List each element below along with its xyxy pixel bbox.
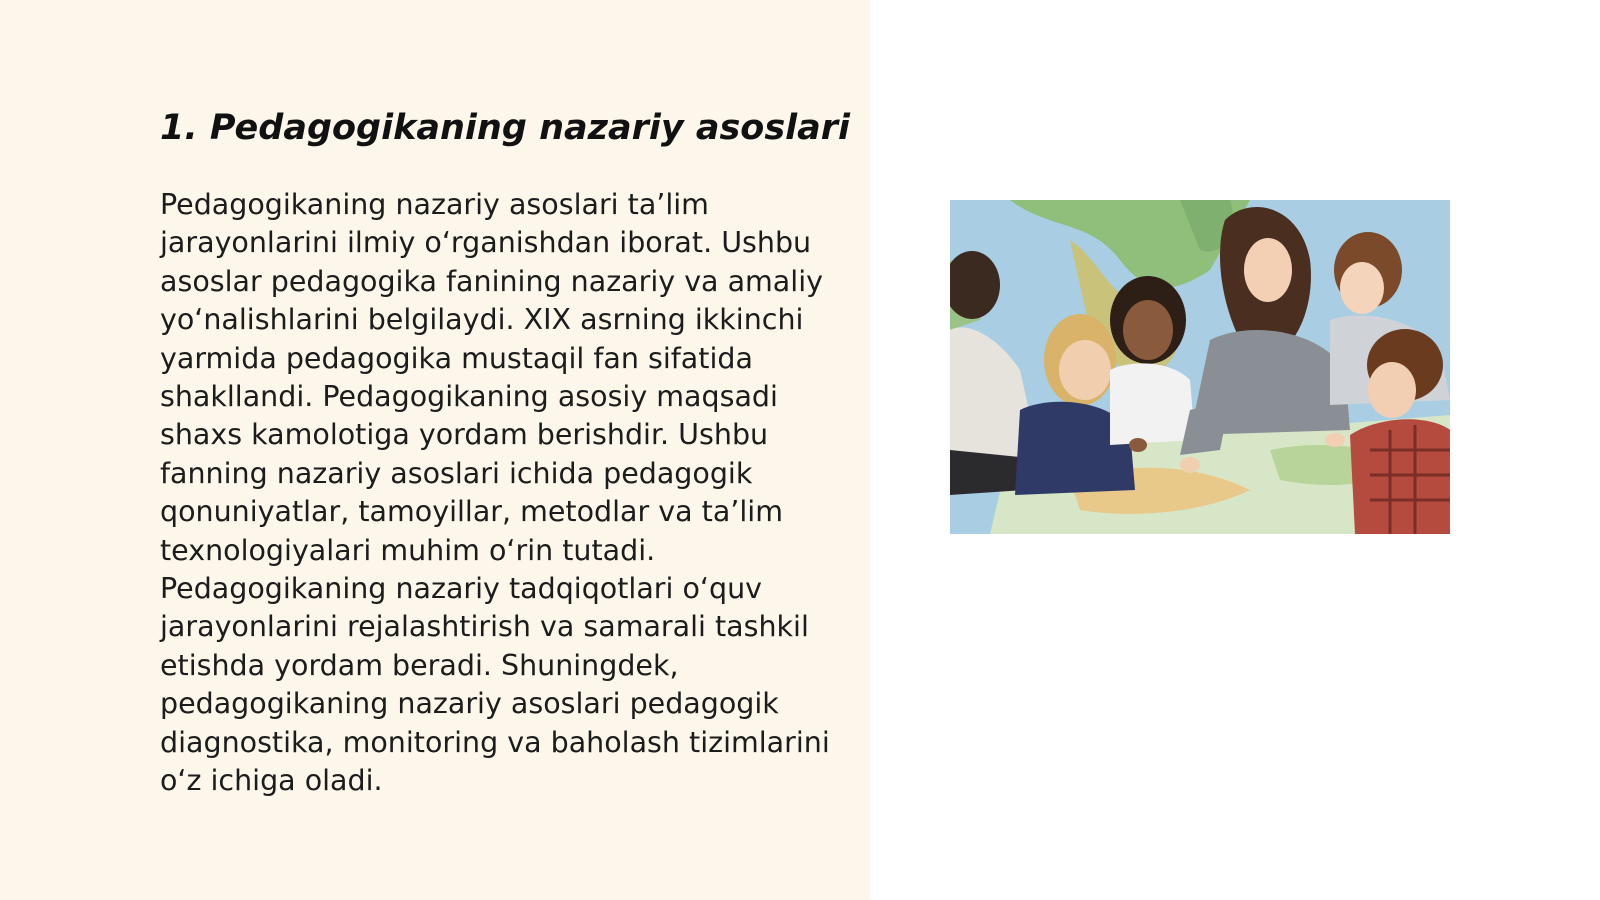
slide-title: 1. Pedagogikaning nazariy asoslari	[160, 108, 851, 148]
slide-body-text: Pedagogikaning nazariy asoslari ta’lim jarayonlarini ilmiy o‘rganishdan iborat. Ushbu asoslar pedagogika fanining nazariy va amaliy yo‘nalishlarini belgilaydi. XIX asrning ikkinchi yarmida pedagogika mustaqil fan sifatida shakllandi. Pedagogikaning asosiy maqsadi shaxs kamolotiga yordam berishdir. Ushbu fanning nazariy asoslari ichida pedagogik qonuniyatlar, tamoyillar, metodlar va ta’lim texnologiyalari muhim o‘rin tutadi. Pedagogikaning nazariy tadqiqotlari o‘quv jarayonlarini rejalashtirish va samarali tashkil etishda yordam beradi. Shuningdek, pedagogikaning nazariy asoslari pedagogik diagnostika, monitoring va baholash tizimlarini o‘z ichiga oladi.	[160, 188, 830, 798]
classroom-photo	[950, 200, 1450, 534]
